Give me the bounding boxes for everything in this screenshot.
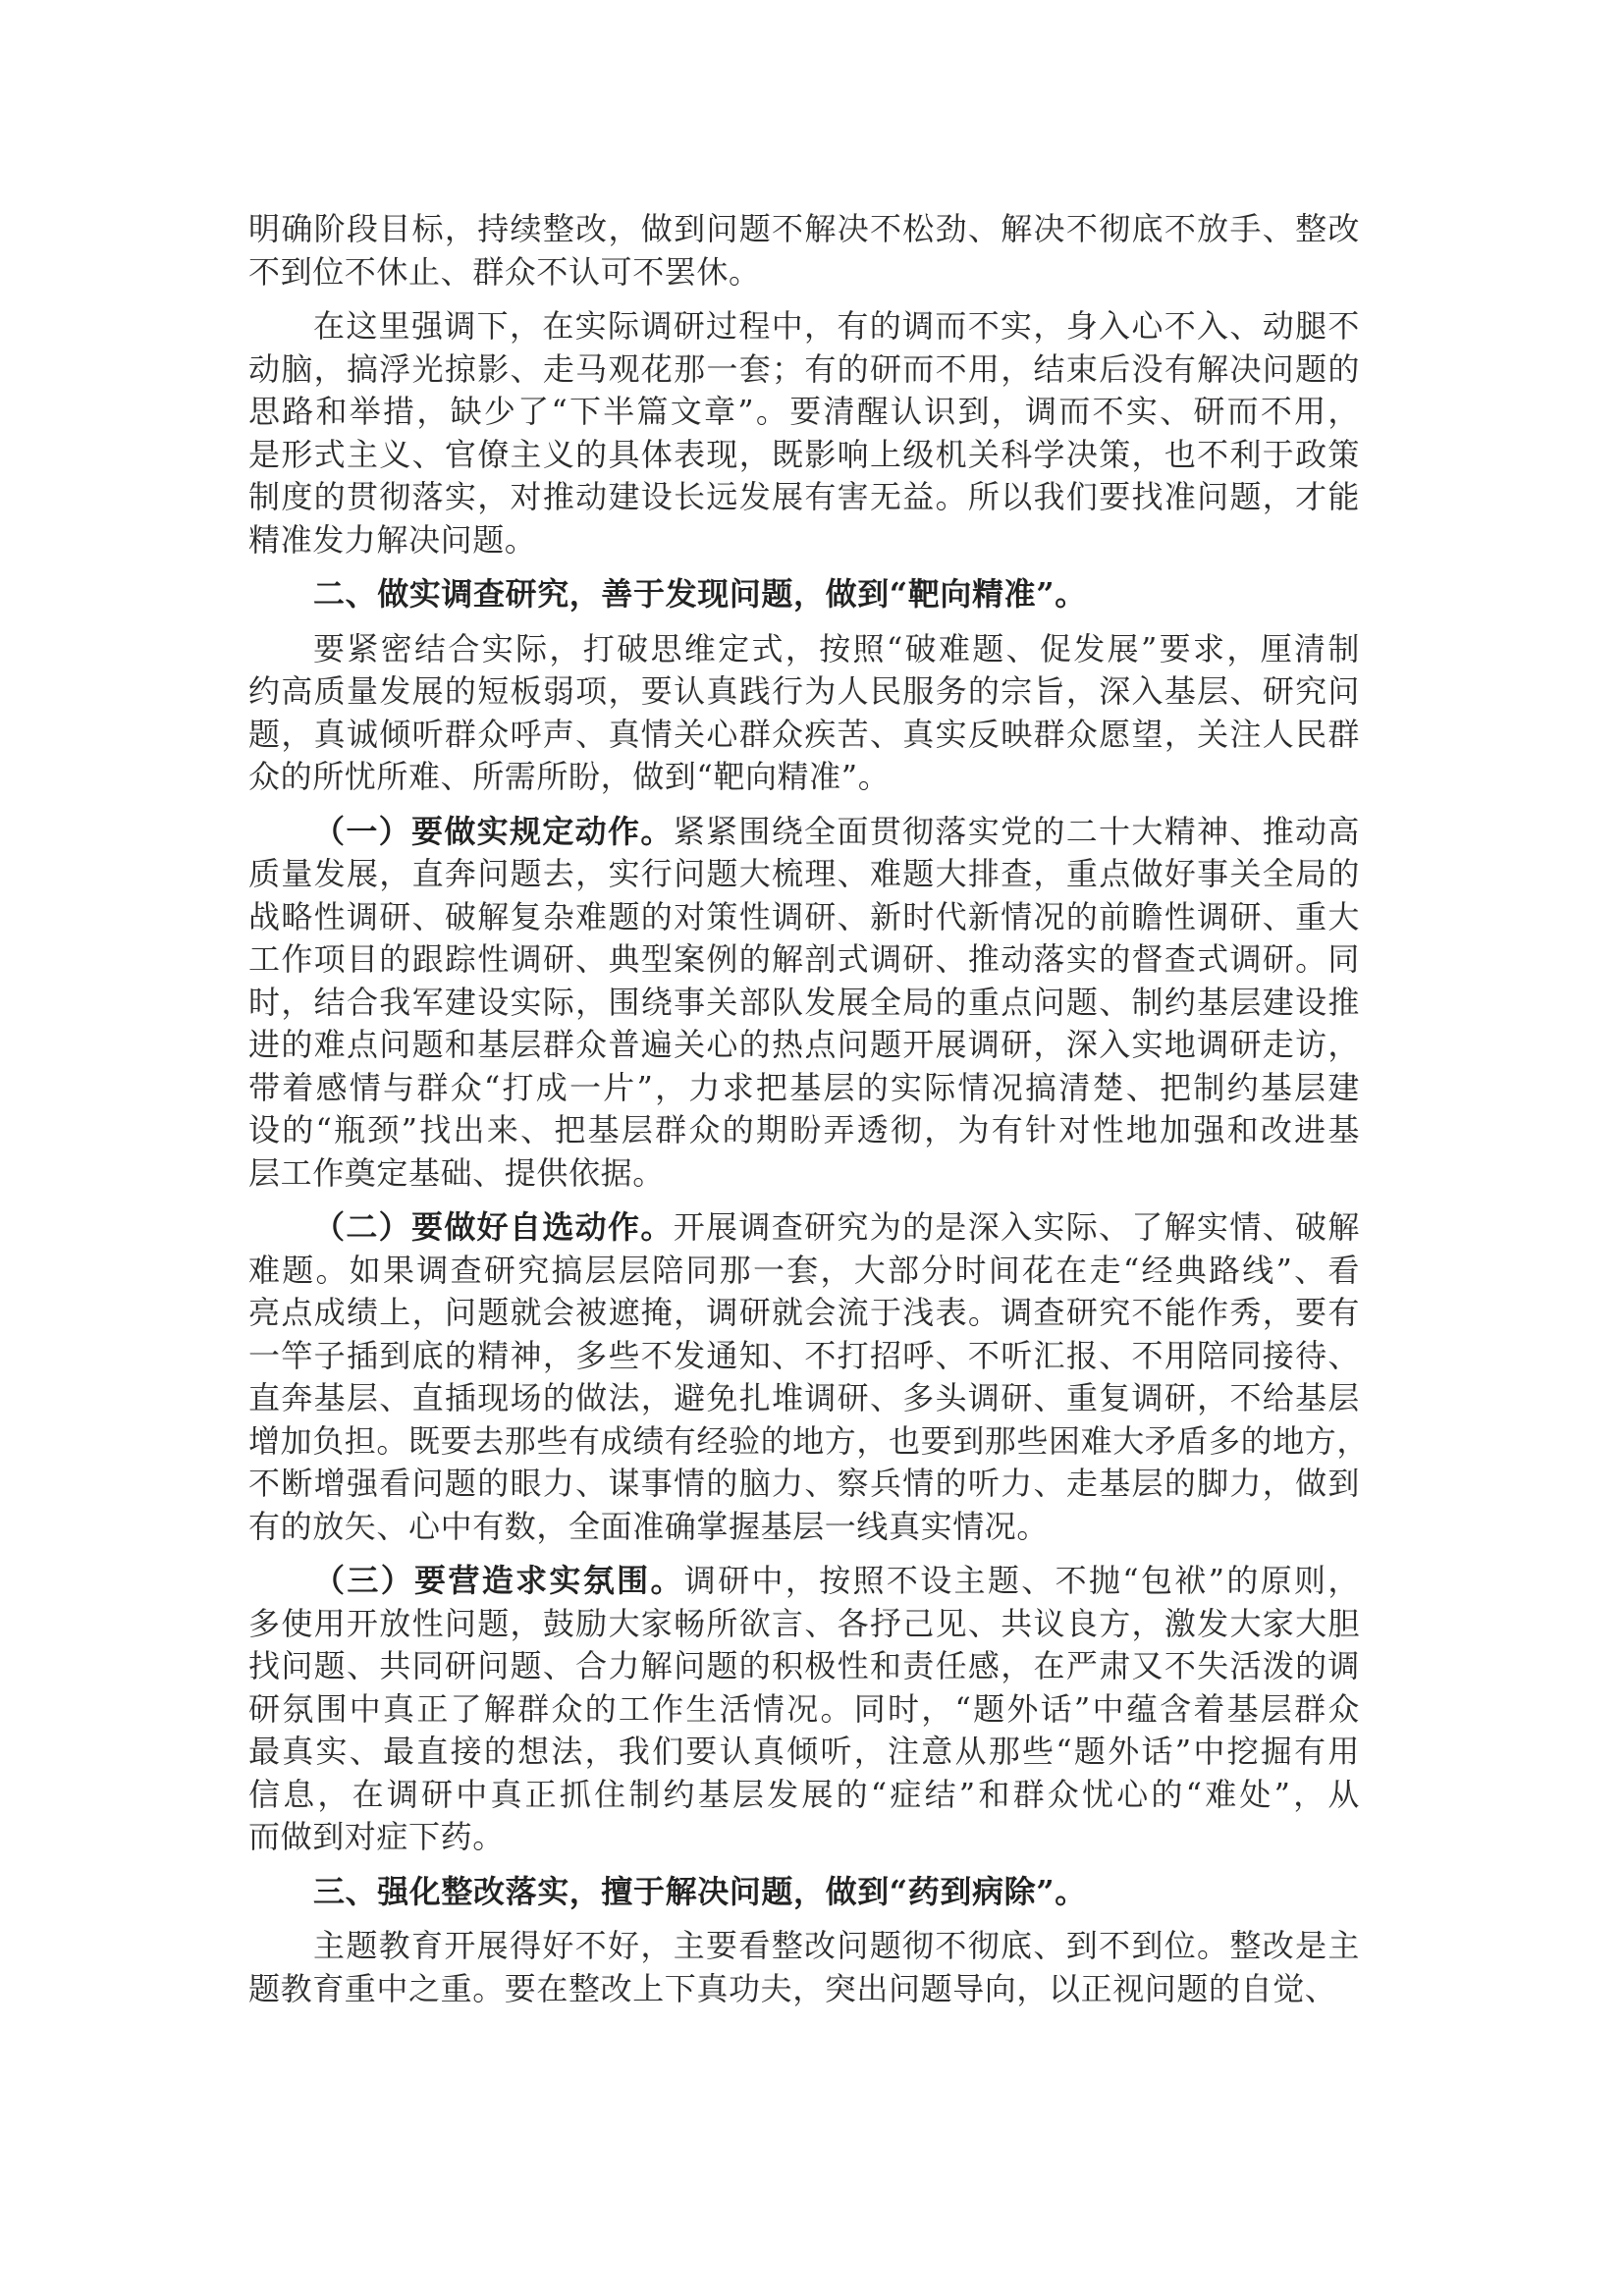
text-line: 战略性调研、破解复杂难题的对策性调研、新时代新情况的前瞻性调研、重大 [248, 897, 1360, 935]
text-line [248, 1560, 1360, 1603]
text-line: 众的所忧所难、所需所盼，做到“靶向精准”。 [248, 758, 891, 795]
subsection-title: （二）要做好自选动作。 [313, 1208, 674, 1246]
text-line: 亮点成绩上，问题就会被遮掩，调研就会流于浅表。调查研究不能作秀，要有 [248, 1294, 1360, 1331]
subsection-paragraph [248, 811, 1360, 1196]
body-paragraph [248, 208, 1360, 294]
text-line: 层工作奠定基础、提供依据。 [248, 1153, 665, 1192]
text-line: 而做到对症下药。 [248, 1818, 505, 1855]
text-line: 思路和举措，缺少了“下半篇文章”。要清醒认识到，调而不实、研而不用， [248, 393, 1360, 430]
body-paragraph [248, 1925, 1360, 2010]
section-heading [248, 573, 1360, 616]
text-line [248, 811, 1360, 854]
text-line: 二、做实调查研究，善于发现问题，做到“靶向精准”。 [313, 575, 1087, 613]
text-line: 设的“瓶颈”找出来、把基层群众的期盼弄透彻，为有针对性地加强和改进基 [248, 1111, 1360, 1148]
text-line: 最真实、最直接的想法，我们要认真倾听，注意从那些“题外话”中挖掘有用 [248, 1733, 1360, 1770]
subsection-title: （三）要营造求实氛围。 [313, 1562, 684, 1599]
text-line: 增加负担。既要去那些有成绩有经验的地方，也要到那些困难大矛盾多的地方， [248, 1421, 1370, 1460]
body-paragraph [248, 628, 1360, 799]
subsection-title: （一）要做实规定动作。 [313, 812, 674, 850]
text-line: 约高质量发展的短板弱项，要认真践行为人民服务的宗旨，深入基层、研究问 [248, 672, 1360, 710]
text-line: 题，真诚倾听群众呼声、真情关心群众疾苦、真实反映群众愿望，关注人民群 [248, 715, 1360, 753]
text-line: 动脑，搞浮光掠影、走马观花那一套；有的研而不用，结束后没有解决问题的 [248, 349, 1360, 388]
text-line: 多使用开放性问题，鼓励大家畅所欲言、各抒己见、共议良方，激发大家大胆 [248, 1604, 1360, 1642]
text-line: 研氛围中真正了解群众的工作生活情况。同时，“题外话”中蕴含着基层群众 [248, 1689, 1360, 1728]
text-run: 开展调查研究为的是深入实际、了解实情、破解 [673, 1208, 1360, 1246]
text-line: 质量发展，直奔问题去，实行问题大梳理、难题大排查，重点做好事关全局的 [248, 855, 1360, 892]
text-line: 找问题、共同研问题、合力解问题的积极性和责任感，在严肃又不失活泼的调 [248, 1647, 1360, 1684]
text-run: 调研中，按照不设主题、不抛“包袱”的原则， [683, 1562, 1360, 1599]
text-line: 工作项目的跟踪性调研、典型案例的解剖式调研、推动落实的督查式调研。同 [248, 940, 1360, 978]
text-line: 主题教育开展得好不好，主要看整改问题彻不彻底、到不到位。整改是主 [313, 1927, 1360, 1964]
text-line: 一竿子插到底的精神，多些不发通知、不打招呼、不听汇报、不用陪同接待、 [248, 1336, 1360, 1374]
text-line: 带着感情与群众“打成一片”，力求把基层的实际情况搞清楚、把制约基层建 [248, 1068, 1360, 1106]
text-line: 时，结合我军建设实际，围绕事关部队发展全局的重点问题、制约基层建设推 [248, 983, 1360, 1021]
document-page [248, 208, 1370, 2022]
body-paragraph [248, 305, 1360, 561]
text-line: 信息，在调研中真正抓住制约基层发展的“症结”和群众忧心的“难处”，从 [248, 1775, 1360, 1813]
subsection-paragraph [248, 1206, 1370, 1548]
text-line: 是形式主义、官僚主义的具体表现，既影响上级机关科学决策，也不利于政策 [248, 435, 1360, 473]
text-line: 在这里强调下，在实际调研过程中，有的调而不实，身入心不入、动腿不 [313, 307, 1360, 345]
text-line: 精准发力解决问题。 [248, 520, 537, 559]
text-line: 有的放矢、心中有数，全面准确掌握基层一线真实情况。 [248, 1507, 1050, 1545]
text-line: 不到位不休止、群众不认可不罢休。 [248, 252, 761, 291]
text-line [248, 1206, 1360, 1250]
subsection-paragraph [248, 1560, 1360, 1859]
text-line: 要紧密结合实际，打破思维定式，按照“破难题、促发展”要求，厘清制 [313, 629, 1360, 667]
text-run: 紧紧围绕全面贯彻落实党的二十大精神、推动高 [673, 812, 1360, 850]
text-line: 直奔基层、直插现场的做法，避免扎堆调研、多头调研、重复调研，不给基层 [248, 1379, 1360, 1416]
text-line: 进的难点问题和基层群众普遍关心的热点问题开展调研，深入实地调研走访， [248, 1026, 1360, 1063]
text-line: 三、强化整改落实，擅于解决问题，做到“药到病除”。 [313, 1872, 1087, 1910]
text-line: 题教育重中之重。要在整改上下真功夫，突出问题导向，以正视问题的自觉、 [248, 1969, 1337, 2007]
text-line: 制度的贯彻落实，对推动建设长远发展有害无益。所以我们要找准问题，才能 [248, 478, 1360, 515]
text-line: 不断增强看问题的眼力、谋事情的脑力、察兵情的听力、走基层的脚力，做到 [248, 1465, 1360, 1502]
text-line: 难题。如果调查研究搞层层陪同那一套，大部分时间花在走“经典路线”、看 [248, 1251, 1360, 1289]
text-line: 明确阶段目标，持续整改，做到问题不解决不松劲、解决不彻底不放手、整改 [248, 210, 1360, 247]
section-heading [248, 1871, 1360, 1914]
